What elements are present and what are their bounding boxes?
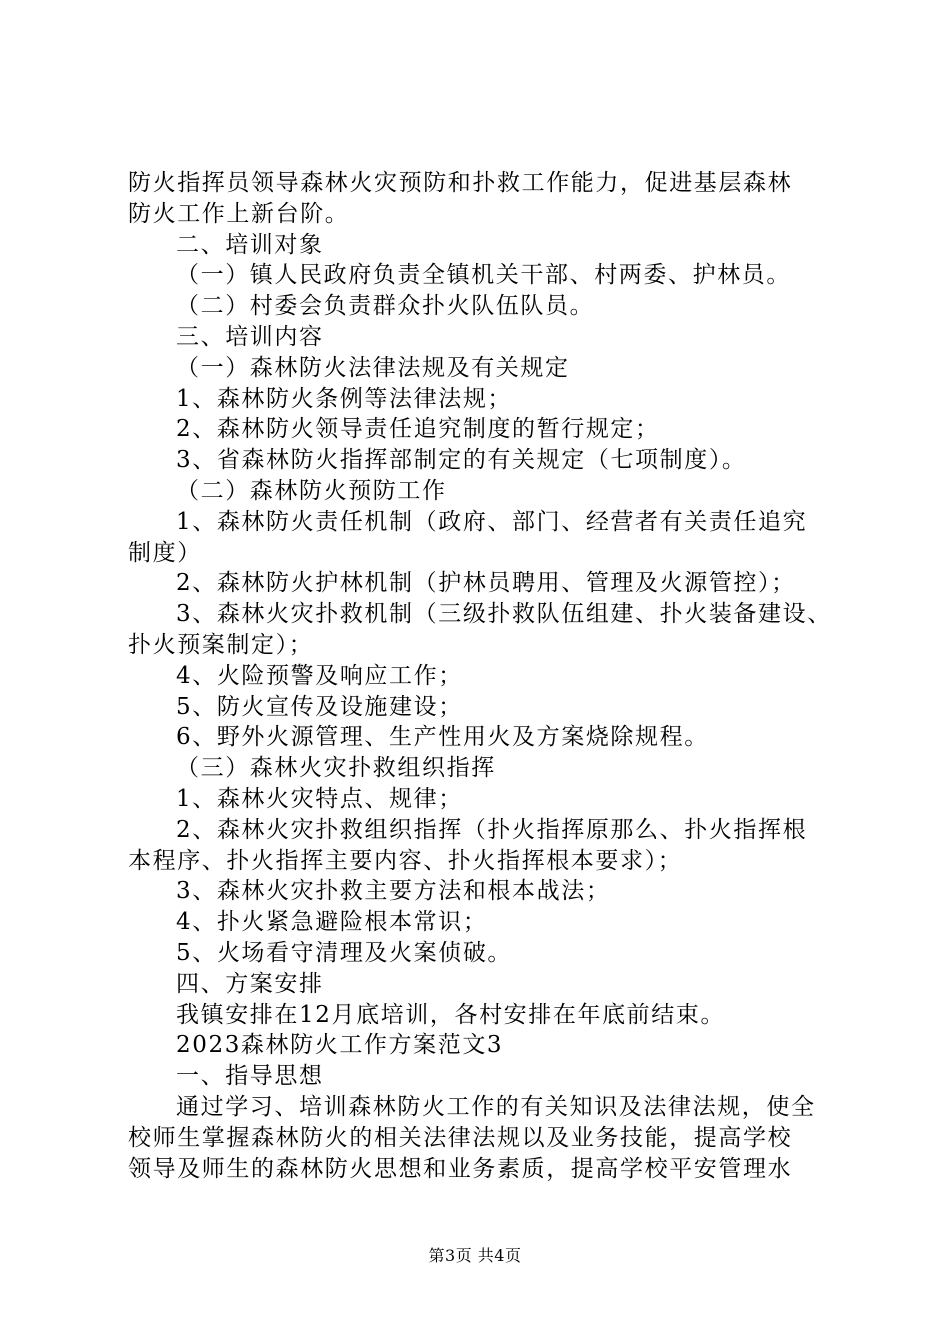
text-line: 1、森林火灾特点、规律； (176, 785, 463, 812)
text-line: 防火指挥员领导森林火灾预防和扑救工作能力，促进基层森林 (128, 170, 793, 196)
text-line: 制度） (128, 539, 202, 566)
text-line: 我镇安排在12月底培训，各村安排在年底前结束。 (176, 1001, 726, 1028)
text-line: （二）村委会负责群众扑火队伍队员。 (176, 293, 595, 320)
text-line: （三）森林火灾扑救组织指挥 (176, 755, 496, 782)
page-footer: 第3页 共4页 (428, 1246, 522, 1265)
text-line: 3、森林火灾扑救主要方法和根本战法； (176, 878, 611, 905)
text-line: 4、扑火紧急避险根本常识； (176, 909, 488, 936)
text-line: 4、火险预警及响应工作； (176, 662, 463, 689)
text-line: 扑火预案制定）； (128, 631, 314, 658)
text-line: 2、森林防火护林机制（护林员聘用、管理及火源管控）； (176, 570, 796, 597)
text-line: 3、森林火灾扑救机制（三级扑救队伍组建、扑火装备建设、 (176, 601, 832, 628)
text-line: （一）森林防火法律法规及有关规定 (176, 354, 570, 381)
text-line: 6、野外火源管理、生产性用火及方案烧除规程。 (176, 724, 709, 751)
document-body (128, 168, 832, 1184)
text-line: 二、培训对象 (176, 231, 324, 258)
text-line: 2、森林火灾扑救组织指挥（扑火指挥原那么、扑火指挥根 (176, 816, 808, 843)
text-line: 3、省森林防火指挥部制定的有关规定（七项制度）。 (176, 447, 747, 474)
text-line: 5、火场看守清理及火案侦破。 (176, 939, 513, 966)
text-line: 一、指导思想 (176, 1063, 324, 1090)
text-line: 领导及师生的森林防火思想和业务素质，提高学校平安管理水 (128, 1155, 793, 1182)
text-line: 2、森林防火领导责任追究制度的暂行规定； (176, 416, 660, 443)
text-line: 通过学习、培训森林防火工作的有关知识及法律法规，使全 (176, 1093, 816, 1120)
text-line: 5、防火宣传及设施建设； (176, 693, 463, 720)
text-line: 2023森林防火工作方案范文3 (176, 1032, 504, 1059)
text-line: 校师生掌握森林防火的相关法律法规以及业务技能，提高学校 (128, 1124, 793, 1151)
text-line: 1、森林防火条例等法律法规； (176, 385, 513, 412)
text-line: 1、森林防火责任机制（政府、部门、经营者有关责任追究 (176, 508, 808, 535)
text-line: 本程序、扑火指挥主要内容、扑火指挥根本要求）； (128, 847, 683, 874)
text-line: （二）森林防火预防工作 (176, 477, 447, 504)
text-line: （一）镇人民政府负责全镇机关干部、村两委、护林员。 (176, 262, 791, 289)
text-line: 三、培训内容 (176, 323, 324, 350)
text-line: 四、方案安排 (176, 970, 324, 997)
text-line: 防火工作上新台阶。 (128, 200, 350, 227)
